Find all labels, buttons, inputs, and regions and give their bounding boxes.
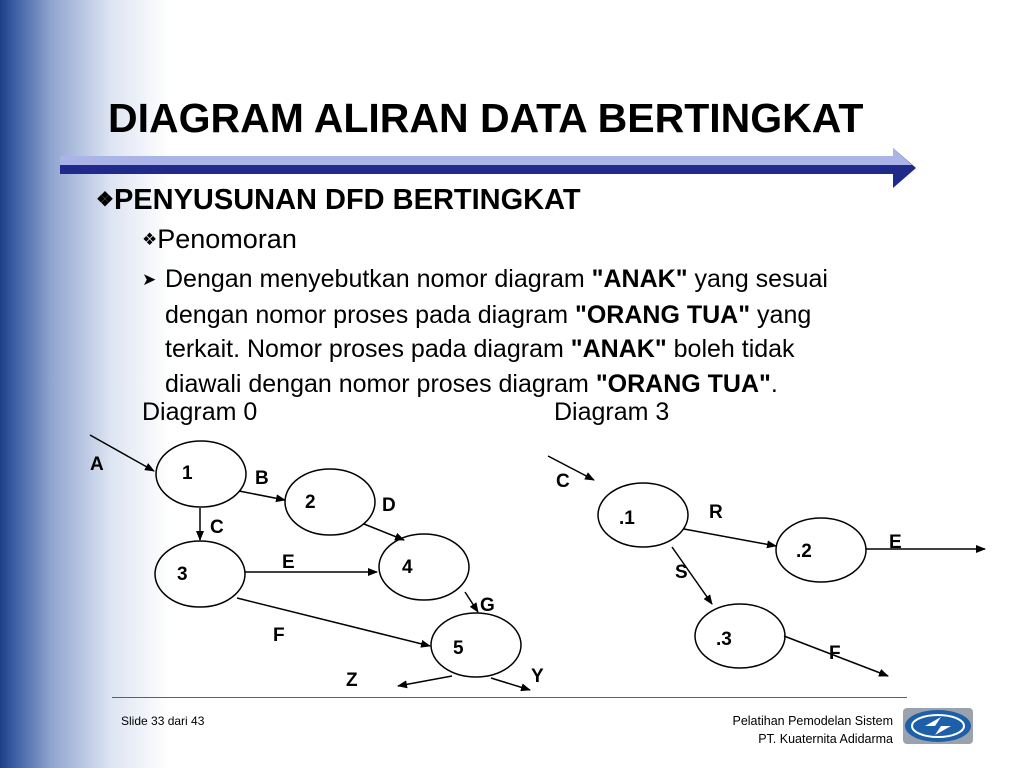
flow-label: B [255, 468, 269, 489]
process-2 [285, 469, 375, 535]
paragraph-text: yang [750, 300, 812, 329]
paragraph-text: Dengan menyebutkan nomor diagram [165, 265, 592, 293]
flow-label: A [90, 454, 104, 475]
flow-label: S [675, 562, 688, 583]
flow-label: C [556, 471, 570, 492]
paragraph-text: dengan nomor proses pada diagram [165, 300, 575, 329]
flow-b [239, 491, 285, 500]
diagram0-processes [155, 441, 521, 677]
paragraph-bold: "ORANG TUA" [575, 300, 751, 329]
paragraph-bold: "ANAK" [570, 335, 667, 363]
diagram3-label: Diagram 3 [554, 398, 670, 426]
org-line-2: PT. Kuaternita Adidarma [758, 732, 893, 746]
flow-label: E [889, 532, 902, 553]
process-3 [155, 541, 245, 607]
process-3-2 [776, 518, 866, 582]
org-line-1: Pelatihan Pemodelan Sistem [732, 714, 893, 728]
footer-organization [732, 712, 893, 748]
process-label: 3 [177, 564, 188, 585]
flow-c3 [548, 456, 594, 480]
paragraph-text: diawali dengan nomor proses diagram [165, 369, 596, 398]
flow-f [237, 598, 430, 646]
process-label: 4 [402, 557, 413, 578]
flow-label: F [829, 643, 841, 664]
process-label: 2 [305, 492, 316, 513]
diagram0-label: Diagram 0 [142, 398, 258, 426]
company-logo-icon [903, 708, 973, 744]
flow-label: Z [346, 670, 358, 691]
paragraph-bold: "ANAK" [591, 265, 688, 293]
flow-r [684, 529, 776, 546]
process-3-3 [695, 604, 785, 668]
process-label: .3 [716, 629, 732, 650]
arrowhead-right-icon: ➤ [142, 270, 157, 289]
main-bullet-text: PENYUSUNAN DFD BERTINGKAT [113, 184, 581, 216]
diamond-four-icon: ❖ [96, 189, 114, 211]
flow-z [398, 676, 452, 686]
flow-label: D [382, 495, 396, 516]
flow-label: Y [531, 666, 544, 687]
flow-label: R [709, 502, 723, 523]
diagram3-labels [556, 471, 902, 664]
flow-y [491, 678, 530, 690]
footer-divider [112, 697, 907, 698]
flow-label: G [480, 595, 495, 616]
process-label: 5 [453, 638, 464, 659]
slide-title: DIAGRAM ALIRAN DATA BERTINGKAT [108, 95, 864, 141]
paragraph-text: . [770, 369, 778, 398]
process-1 [156, 441, 246, 507]
process-label: .2 [796, 541, 812, 562]
flow-g [465, 592, 478, 612]
process-label: 1 [182, 463, 193, 484]
flow-label: E [282, 552, 295, 573]
process-label: .1 [619, 508, 635, 529]
paragraph-bold: "ORANG TUA" [595, 369, 771, 398]
flow-label: F [273, 625, 285, 646]
process-4 [379, 534, 469, 600]
flow-d [364, 524, 404, 540]
flow-label: C [210, 517, 224, 538]
sub-bullet-text: Penomoran [157, 224, 297, 254]
paragraph-text: boleh tidak [666, 335, 795, 363]
diagram3-flows [548, 456, 985, 676]
paragraph-text: yang sesuai [687, 265, 828, 293]
diagram3-processes [598, 483, 866, 668]
process-5 [431, 613, 521, 677]
slide-number: Slide 33 dari 43 [121, 714, 205, 728]
process-3-1 [598, 483, 688, 547]
paragraph-text: terkait. Nomor proses pada diagram [165, 335, 571, 363]
diamond-four-icon: ❖ [142, 230, 158, 249]
